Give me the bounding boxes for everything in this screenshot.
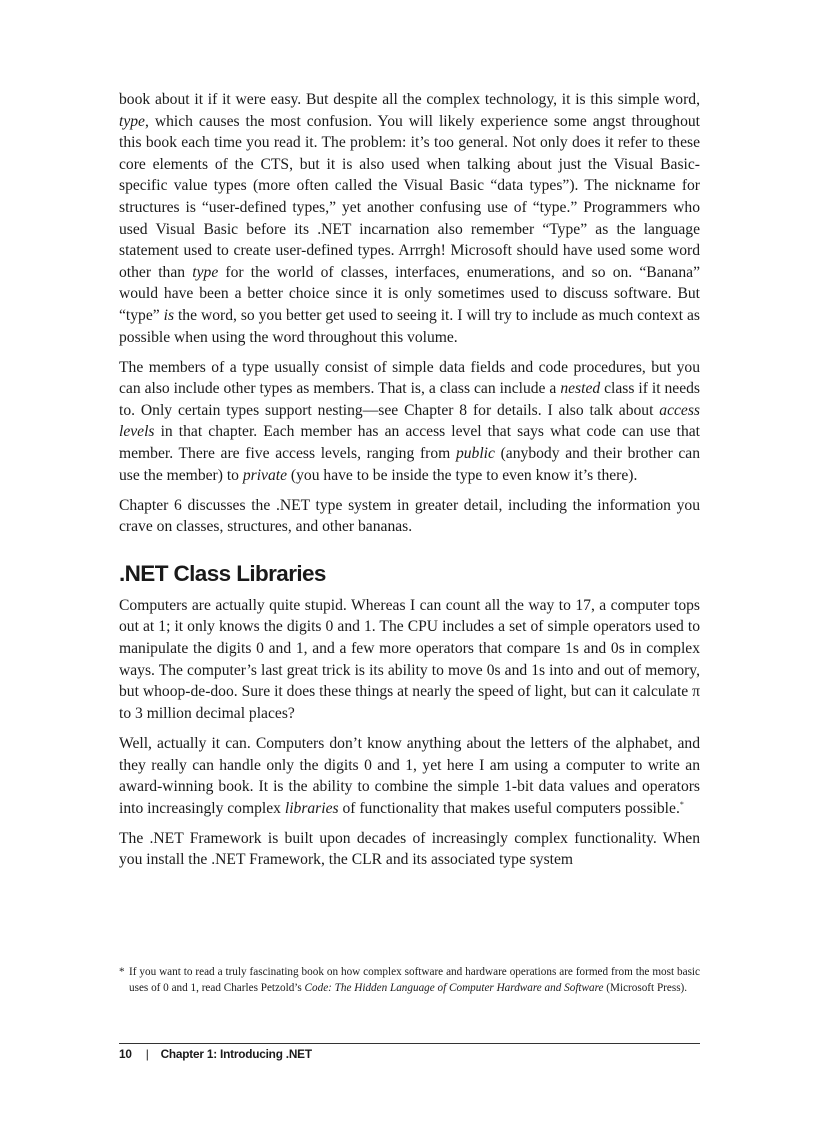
emphasis-text: access levels (119, 401, 700, 441)
footnote-marker: * (119, 966, 125, 978)
emphasis-text: type (192, 263, 219, 281)
text-run: Computers are actually quite stupid. Whereas I can count all the way to 17, a computer tops out at 1; it only knows the digits 0 and 1. The CPU includes a set of simple operators used to manipulate the digits 0 and 1, and a few more operators that compare 1s and 0s in complex ways. The computer’s last great trick is its ability to move 0s and 1s into and out of memory, but whoop-de-doo. Sure it does these things at nearly the speed of light, but can it calculate π to 3 million decimal places? (119, 596, 700, 722)
text-run: the word, so you better get used to seeing it. I will try to include as much context as possible when using the word throughout this volume. (119, 306, 700, 346)
text-run: The .NET Framework is built upon decades of increasingly complex functionality. When you install the .NET Framework, the CLR and its associated type system (119, 829, 700, 869)
text-run: in that chapter. Each member has an access level that says what code can use that member. There are five access levels, ranging from (119, 423, 700, 462)
emphasis-text: nested (560, 380, 601, 398)
page-footer (119, 1046, 312, 1062)
footnote-reference: * (679, 799, 684, 809)
footer-separator: | (145, 1047, 149, 1061)
paragraph (119, 828, 700, 871)
text-run: for the world of classes, interfaces, enumerations, and so on. “Banana” would have been a better choice since it is only sometimes used to discuss software. But “type” (119, 263, 700, 324)
page-number: 10 (119, 1047, 132, 1061)
footer-rule (119, 1043, 700, 1044)
text-run: (Microsoft Press). (603, 981, 688, 994)
text-run: class if it needs to. Only certain types support nesting—see Chapter 8 for details. I also talk about (119, 380, 700, 419)
emphasis-text: libraries (284, 799, 339, 817)
paragraph (119, 89, 700, 348)
paragraph (119, 495, 700, 538)
footnote (119, 965, 700, 996)
section-heading: .NET Class Libraries (119, 560, 326, 586)
paragraph (119, 595, 700, 725)
paragraph (119, 357, 700, 487)
footnote-text (129, 965, 700, 996)
text-run: The members of a type usually consist of simple data fields and code procedures, but you can also include other types as members. That is, a class can include a (119, 358, 700, 398)
text-run: If you want to read a truly fascinating book on how complex software and hardware operations are formed from the most basic uses of 0 and 1, read Charles Petzold’s (129, 966, 700, 994)
text-run: (you have to be inside the type to even know it’s there). (287, 466, 638, 484)
text-run: , which causes the most confusion. You will likely experience some angst throughout this book each time you read it. The problem: it’s too general. Not only does it refer to these core elements of the CTS, but it is also used when talking about just the Visual Basic-specific value types (more often called the Visual Basic “data types”). The nickname for structures is “user-defined types,” yet another confusing use of “type.” Programmers who used Visual Basic before its .NET incarnation also remember “Type” as the language statement used to create user-defined types. Arrrgh! Microsoft should have used some word other than (119, 112, 700, 281)
emphasis-text: Code: The Hidden Language of Computer Hardware and Software (304, 981, 604, 994)
emphasis-text: type (119, 112, 145, 130)
text-run: book about it if it were easy. But despite all the complex technology, it is this simple word, (119, 91, 700, 108)
section-paragraphs (119, 595, 700, 871)
text-run: Chapter 6 discusses the .NET type system in greater detail, including the information you crave on classes, structures, and other bananas. (119, 496, 700, 536)
text-run: (anybody and their brother can use the member) to (119, 445, 700, 484)
emphasis-text: public (455, 445, 495, 462)
text-run: of functionality that makes useful computers possible. (338, 799, 680, 817)
emphasis-text: private (242, 466, 288, 484)
page-body (119, 89, 700, 880)
paragraph (119, 733, 700, 819)
emphasis-text: is (163, 306, 175, 324)
running-head: Chapter 1: Introducing .NET (160, 1047, 312, 1061)
text-run: Well, actually it can. Computers don’t know anything about the letters of the alphabet, and they really can handle only the digits 0 and 1, yet here I am using a computer to write an award-winning book. It is the ability to combine the simple 1-bit data values and operators into increasingly complex (119, 734, 700, 817)
intro-paragraphs (119, 89, 700, 538)
